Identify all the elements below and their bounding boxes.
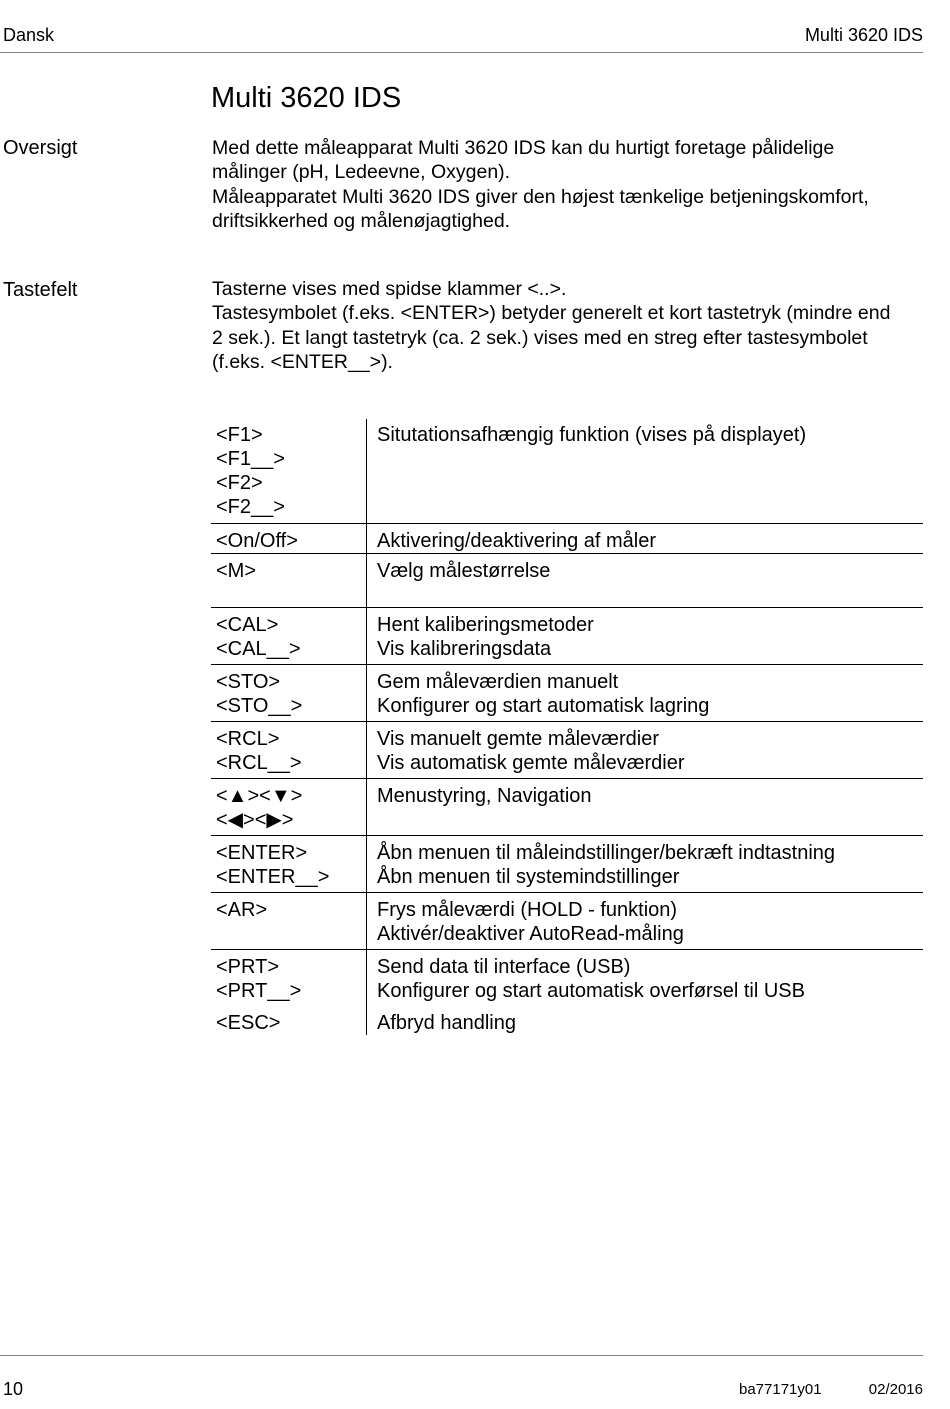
key-description-cell	[367, 722, 924, 779]
key-row-m	[211, 554, 923, 586]
key-description: Hent kaliberingsmetoder	[377, 614, 594, 636]
key-description-cell	[367, 779, 924, 836]
keypad-text	[212, 277, 922, 374]
key-label: <M>	[216, 560, 257, 582]
key-description: Send data til interface (USB)	[377, 956, 631, 978]
arrow-keys-up-down: <▲><▼>	[216, 785, 303, 807]
key-label: <F1>	[216, 424, 263, 446]
key-description: Menustyring, Navigation	[377, 785, 592, 807]
key-label: <On/Off>	[216, 530, 298, 552]
key-label: <ENTER__>	[216, 866, 330, 888]
key-cell	[211, 836, 367, 893]
key-cell	[211, 554, 367, 586]
key-label: <ESC>	[216, 1012, 281, 1034]
document-id: ba77171y01	[739, 1381, 822, 1398]
key-description-cell	[367, 665, 924, 722]
keypad-line: (f.eks. <ENTER__>).	[212, 350, 393, 373]
key-row-cal	[211, 608, 923, 665]
key-description-cell	[367, 608, 924, 665]
key-row-function	[211, 419, 923, 524]
overview-line: driftsikkerhed og målenøjagtighed.	[212, 209, 511, 232]
key-table	[211, 419, 923, 1035]
key-label: <CAL__>	[216, 638, 301, 660]
overview-label: Oversigt	[3, 137, 78, 159]
key-label: <AR>	[216, 899, 268, 921]
key-description: Vis automatisk gemte måleværdier	[377, 752, 685, 774]
key-label: <F2__>	[216, 496, 285, 518]
key-cell	[211, 779, 367, 836]
key-description: Aktivér/deaktiver AutoRead-måling	[377, 923, 684, 945]
key-label: <PRT>	[216, 956, 279, 978]
key-cell	[211, 419, 367, 524]
key-description-cell	[367, 524, 924, 554]
overview-text	[212, 136, 922, 233]
keypad-line: Tasterne vises med spidse klammer <..>.	[212, 278, 567, 300]
page-number: 10	[3, 1379, 24, 1399]
key-label: <RCL>	[216, 728, 280, 750]
key-cell	[211, 950, 367, 1007]
key-description-cell	[367, 836, 924, 893]
key-description-cell	[367, 950, 924, 1007]
key-label: <STO__>	[216, 695, 303, 717]
key-description: Konfigurer og start automatisk overførsel til USB	[377, 980, 805, 1002]
overview-line: Med dette måleapparat Multi 3620 IDS kan du hurtigt foretage pålidelige	[212, 137, 835, 159]
key-description: Situtationsafhængig funktion (vises på displayet)	[377, 424, 807, 446]
key-row-arrows	[211, 779, 923, 836]
key-label: <PRT__>	[216, 980, 302, 1002]
key-cell	[211, 893, 367, 950]
key-row-on-off	[211, 524, 923, 554]
key-description: Åbn menuen til systemindstillinger	[377, 866, 680, 888]
key-description-cell	[367, 893, 924, 950]
key-cell	[211, 1006, 367, 1035]
key-description-cell	[367, 419, 924, 524]
key-description: Afbryd handling	[377, 1012, 516, 1034]
key-label: <STO>	[216, 671, 281, 693]
footer-divider	[0, 1355, 923, 1356]
key-description-cell	[367, 554, 924, 586]
key-description-cell	[367, 1006, 924, 1035]
key-description: Frys måleværdi (HOLD - funktion)	[377, 899, 678, 921]
key-description: Vælg målestørrelse	[377, 560, 551, 582]
header-product: Multi 3620 IDS	[804, 25, 923, 45]
keypad-label: Tastefelt	[3, 279, 78, 301]
overview-line: Måleapparatet Multi 3620 IDS giver den højest tænkelige betjeningskomfort,	[212, 185, 869, 208]
page-title: Multi 3620 IDS	[211, 82, 402, 114]
header-language: Dansk	[3, 25, 55, 45]
key-description: Vis kalibreringsdata	[377, 638, 552, 660]
document-date: 02/2016	[868, 1381, 923, 1398]
key-label: <F1__>	[216, 448, 285, 470]
header-divider	[0, 52, 923, 53]
key-cell	[211, 665, 367, 722]
key-row-sto	[211, 665, 923, 722]
key-label: <CAL>	[216, 614, 279, 636]
arrow-keys-left-right: <◀><▶>	[216, 809, 294, 831]
key-row-enter	[211, 836, 923, 893]
key-row-spacer	[211, 585, 923, 608]
key-row-rcl	[211, 722, 923, 779]
key-description: Gem måleværdien manuelt	[377, 671, 619, 693]
key-label: <ENTER>	[216, 842, 308, 864]
key-cell	[211, 722, 367, 779]
key-description: Åbn menuen til måleindstillinger/bekræft indtastning	[377, 842, 836, 864]
key-description: Konfigurer og start automatisk lagring	[377, 695, 710, 717]
keypad-line: 2 sek.). Et langt tastetryk (ca. 2 sek.) vises med en streg efter tastesymbolet	[212, 326, 868, 349]
key-label: <F2>	[216, 472, 263, 494]
key-cell	[211, 524, 367, 554]
key-row-esc	[211, 1006, 923, 1035]
overview-line: målinger (pH, Ledeevne, Oxygen).	[212, 161, 511, 184]
key-row-prt	[211, 950, 923, 1007]
key-row-ar	[211, 893, 923, 950]
key-description: Vis manuelt gemte måleværdier	[377, 728, 659, 750]
key-label: <RCL__>	[216, 752, 302, 774]
keypad-line: Tastesymbolet (f.eks. <ENTER>) betyder generelt et kort tastetryk (mindre end	[212, 302, 891, 325]
key-description: Aktivering/deaktivering af måler	[377, 530, 657, 552]
key-cell	[211, 608, 367, 665]
